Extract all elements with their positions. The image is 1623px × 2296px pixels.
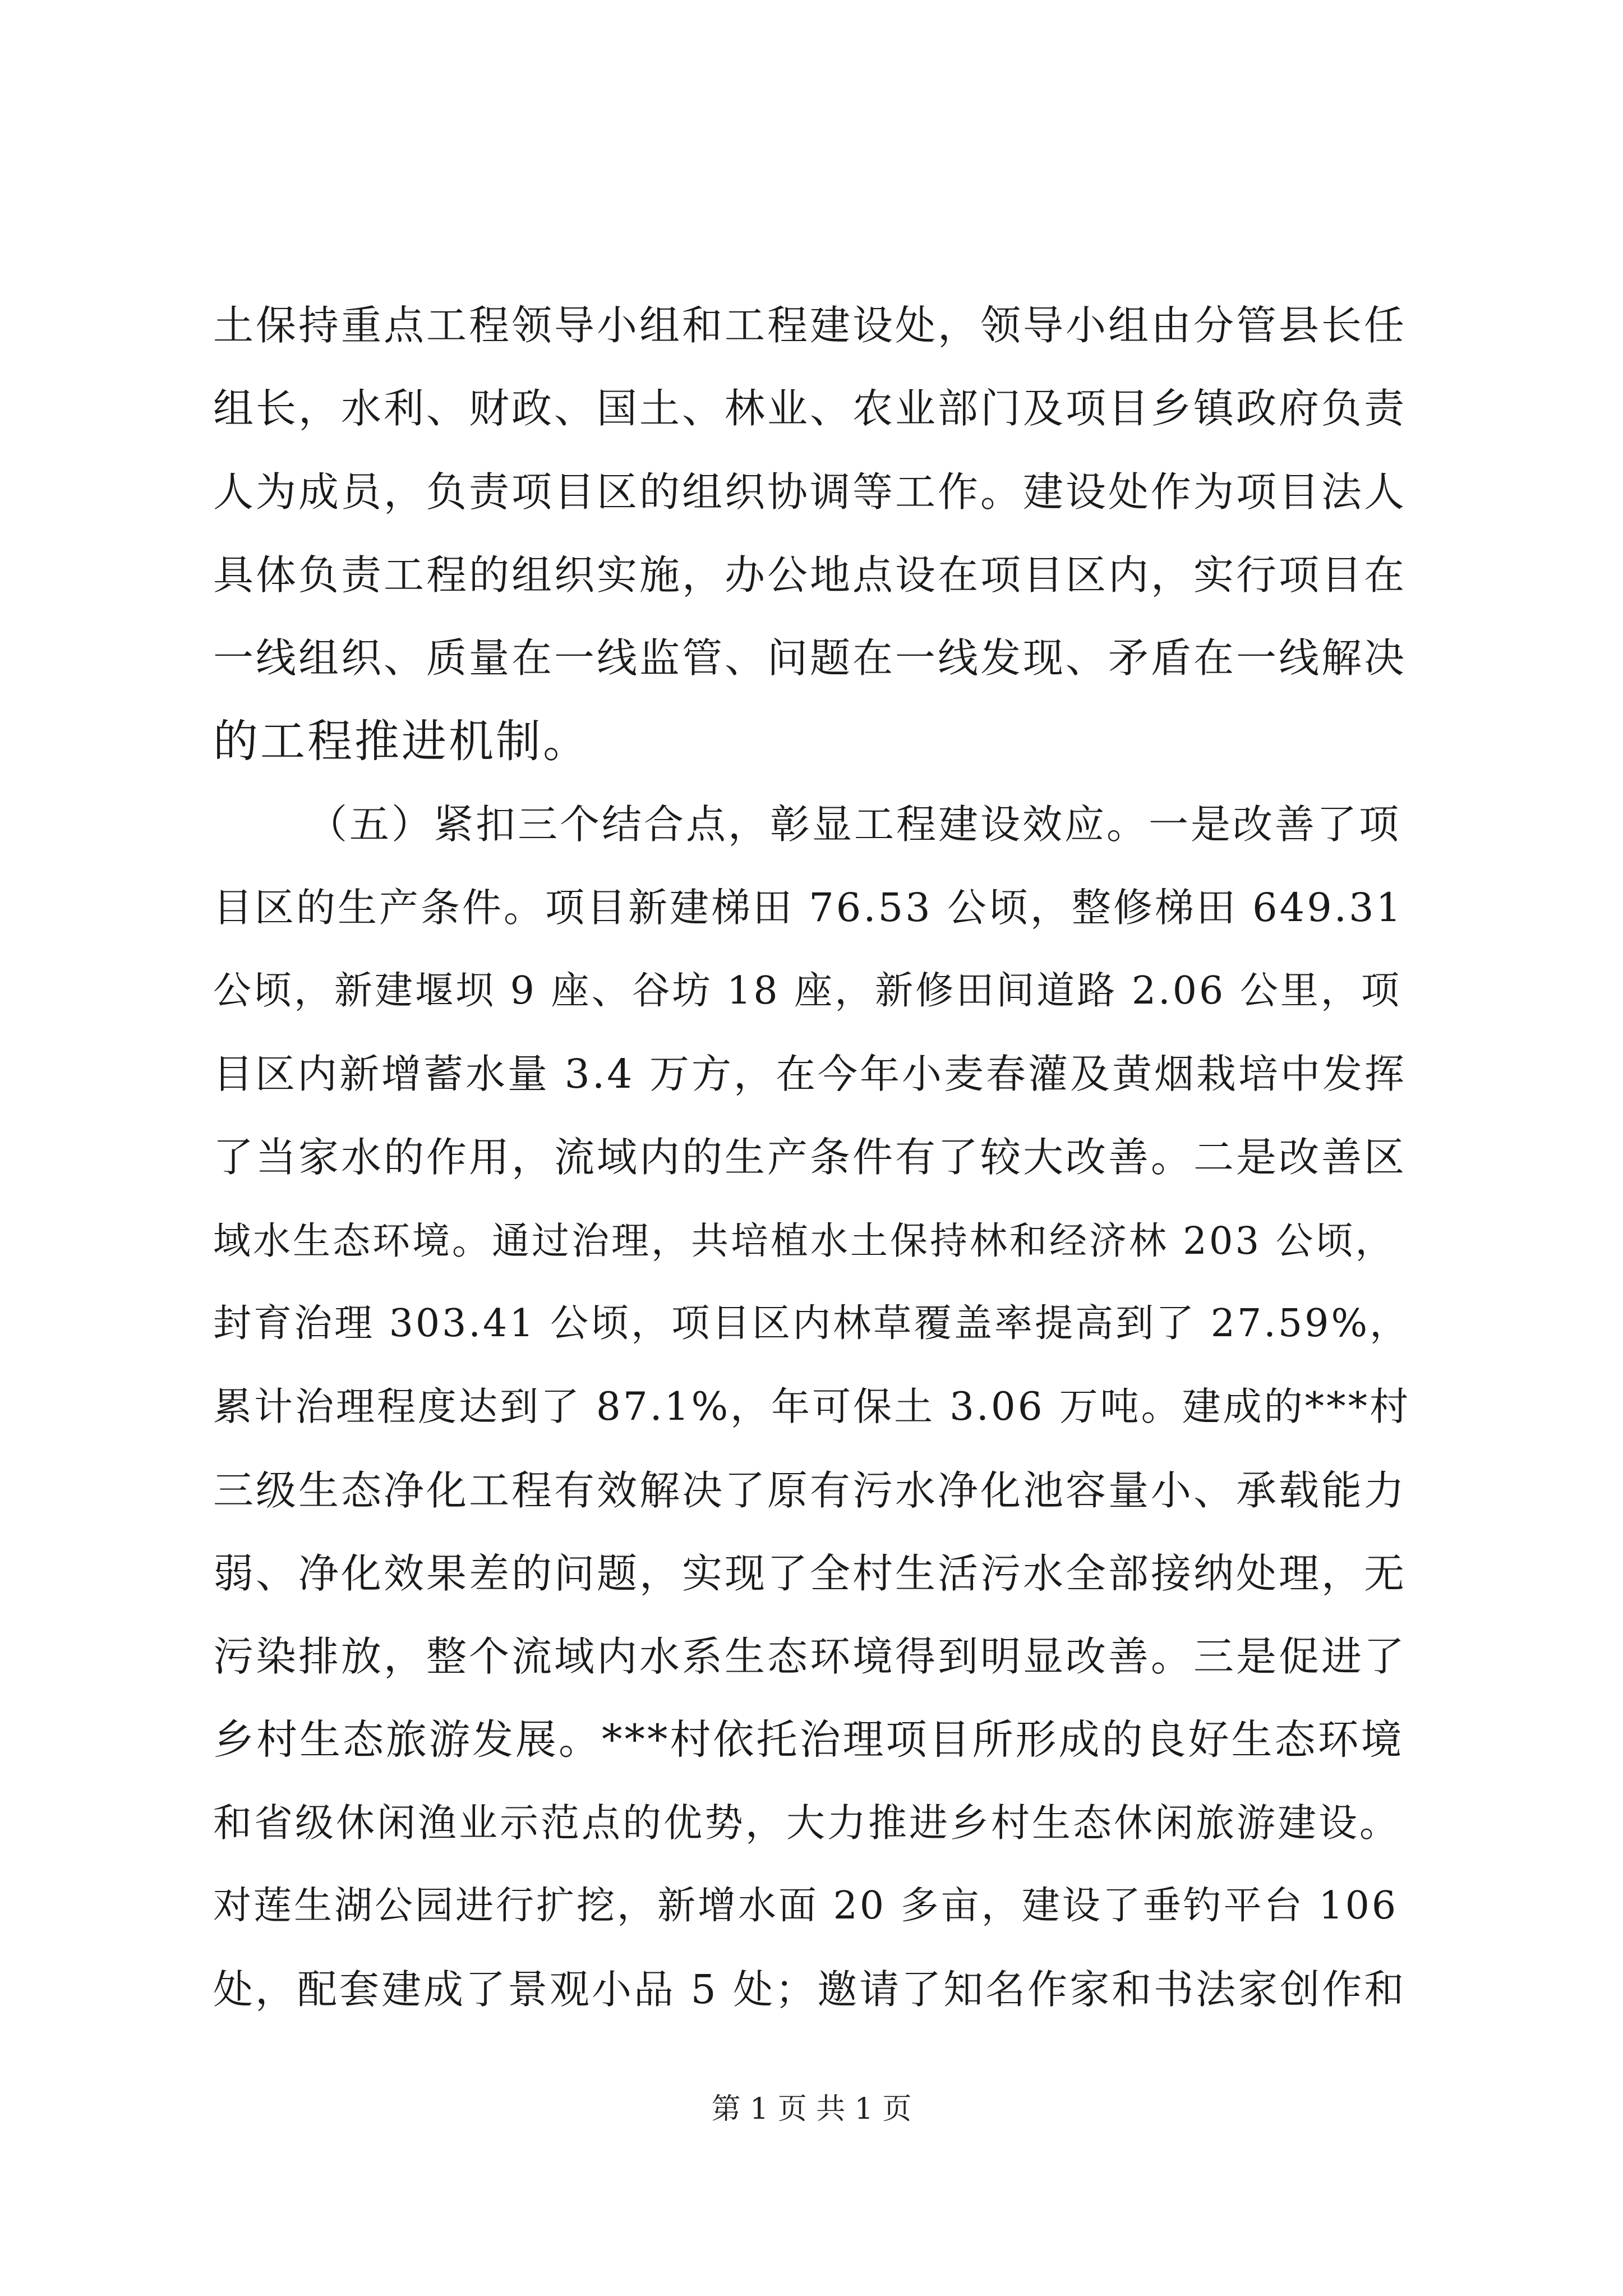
page-number-footer: 第 1 页 共 1 页 [711, 2092, 912, 2126]
text-line: 弱、净化效果差的问题，实现了全村生活污水全部接纳处理，无 [213, 1550, 1407, 1597]
text-line: 了当家水的作用，流域内的生产条件有了较大改善。二是改善区 [213, 1134, 1407, 1181]
text-line: 累计治理程度达到了 87.1%，年可保土 3.06 万吨。建成的***村 [213, 1384, 1411, 1429]
text-line: 目区的生产条件。项目新建梯田 76.53 公顷，整修梯田 649.31 [213, 885, 1404, 931]
text-line: 土保持重点工程领导小组和工程建设处，领导小组由分管县长任 [213, 302, 1407, 349]
text-line: 封育治理 303.41 公顷，项目区内林草覆盖率提高到了 27.59%， [213, 1301, 1410, 1346]
text-line: 一线组织、质量在一线监管、问题在一线发现、矛盾在一线解决 [213, 634, 1407, 682]
text-line: 目区内新增蓄水量 3.4 万方，在今年小麦春灌及黄烟栽培中发挥 [213, 1051, 1407, 1097]
text-line: 处，配套建成了景观小品 5 处；邀请了知名作家和书法家创作和 [213, 1966, 1407, 2013]
text-line: 和省级休闲渔业示范点的优势，大力推进乡村生态休闲旅游建设。 [213, 1801, 1400, 1846]
text-line: 公顷，新建堰坝 9 座、谷坊 18 座，新修田间道路 2.06 公里，项 [213, 969, 1401, 1013]
text-line: 组长，水利、财政、国土、林业、农业部门及项目乡镇政府负责 [213, 385, 1407, 432]
text-line: 三级生态净化工程有效解决了原有污水净化池容量小、承载能力 [213, 1467, 1407, 1514]
text-line: 域水生态环境。通过治理，共培植水土保持林和经济林 203 公顷， [213, 1219, 1395, 1263]
text-line: 乡村生态旅游发展。***村依托治理项目所形成的良好生态环境 [213, 1716, 1404, 1764]
text-line: 的工程推进机制。 [213, 715, 590, 767]
text-line: 人为成员，负责项目区的组织协调等工作。建设处作为项目法人 [213, 468, 1407, 516]
text-line: 具体负责工程的组织实施，办公地点设在项目区内，实行项目在 [213, 551, 1407, 599]
text-line: 污染排放，整个流域内水系生态环境得到明显改善。三是促进了 [213, 1633, 1407, 1680]
text-line: 对莲生湖公园进行扩挖，新增水面 20 多亩，建设了垂钓平台 106 [213, 1884, 1399, 1928]
paragraph-first-line: （五）紧扣三个结合点，彰显工程建设效应。一是改善了项 [307, 801, 1401, 848]
